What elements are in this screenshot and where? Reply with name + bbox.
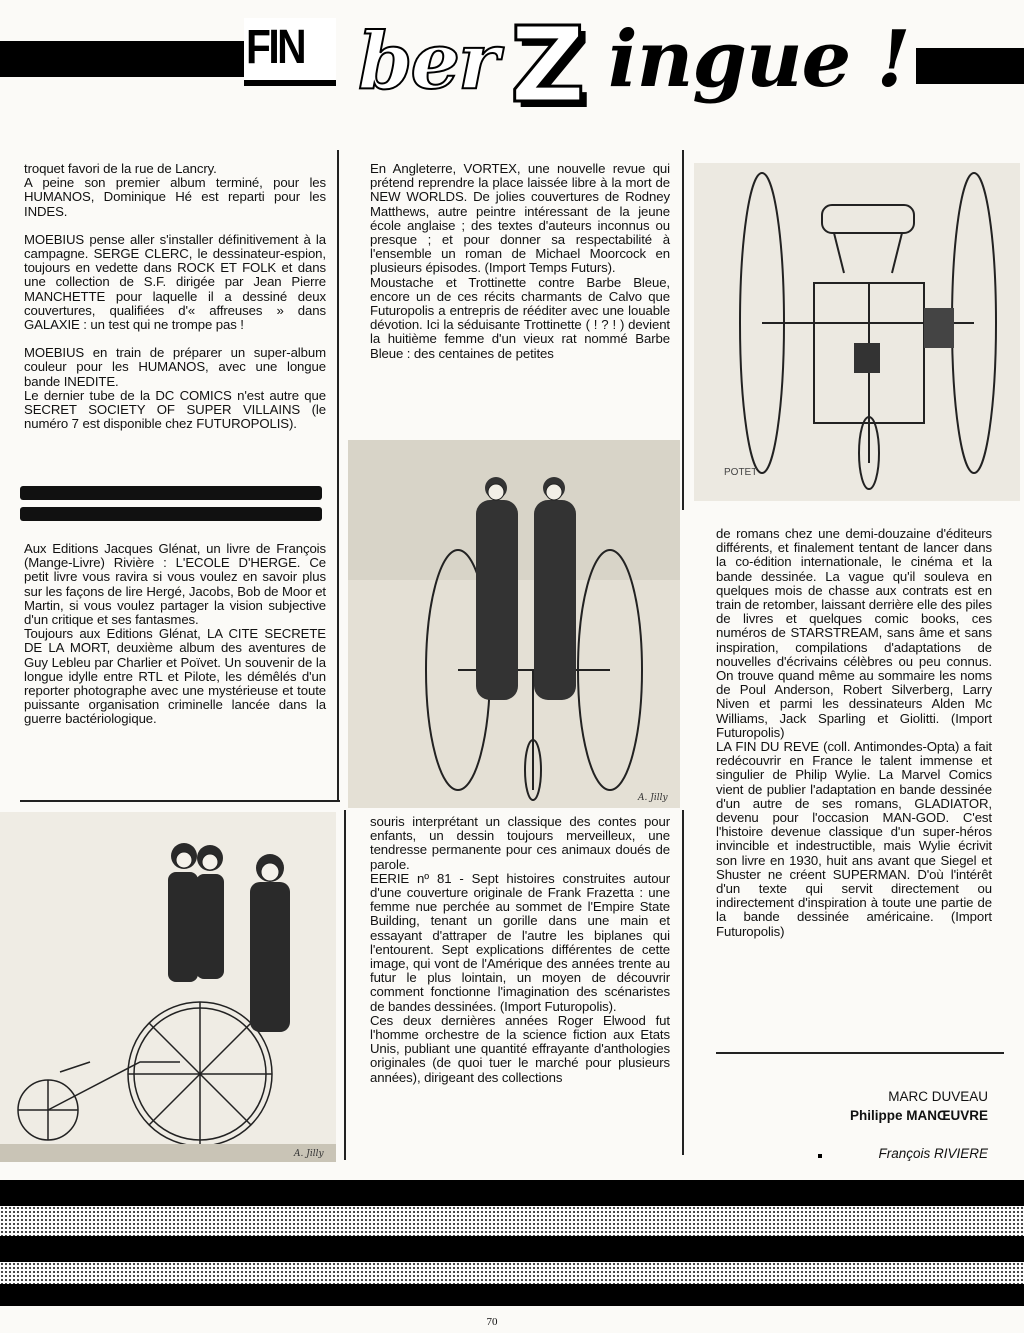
bullet-mark — [818, 1154, 822, 1158]
col1-p6: Aux Editions Jacques Glénat, un livre de François (Mange-Livre) Rivière : L'ECOLE D'HERGE. Ce petit livre vous ravira si vous voulez en savoir plus sur les façons de lire Hergé, Jacobs, Bob de Moor et Martin, si vous voulez partager la vision subjective d'un critique et ses fantasmes. — [24, 541, 326, 628]
wavy-separator-2 — [20, 507, 322, 521]
col1-p1: troquet favori de la rue de Lancry. — [24, 161, 217, 176]
col3-p1: de romans chez une demi-douzaine d'éditeurs différents, et finalement tentant de lancer dans la co-édition internationale, le cinéma et la bande dessinée. La vague qu'il souleva en quelques mois de chasse aux contrats est en train de retomber, laissant derrière elle des piles de livres et quelques comic books, ces numéros de STARSTREAM, sans âme et sans inspiration, compilations d'adaptations de nouvelles d'écrivains célèbres ou peu connus. On trouve quand même au sommaire les noms de Poul Anderson, Robert Silverberg, Larry Niven et parmi les dessinateurs Alden Mc Williams, Jack Sparling et Giolitti. (Import Futuropolis) — [716, 526, 992, 740]
credit-marc-duveau: MARC DUVEAU — [888, 1089, 988, 1104]
header-fin-box — [244, 18, 336, 86]
tricycle-riders-drawing — [0, 812, 336, 1162]
col1-text-top — [24, 162, 326, 431]
illustration-empty-tricycle — [694, 163, 1020, 501]
footer-dots-1 — [0, 1206, 1024, 1236]
tricycle-caption: POTET — [724, 467, 758, 478]
col2-p4: EERIE nº 81 - Sept histoires construites autour d'une couverture originale de Frank Frazetta : une femme nue perchée au sommet de l'Empire State Building, tenant un gorille dans une main et essayant d'attraper de l'autre les biplanes qui l'entourent. Sept explications différentes de cette image, qui vont de l'Amérique des années trente au futur le plus lointain, un moyen de découvrir comment fonctionne l'imagination des scénaristes de bandes dessinées. (Import Futuropolis). — [370, 870, 670, 1014]
column-divider-3 — [682, 810, 684, 1155]
col1-text-bottom — [24, 542, 326, 727]
credit-francois-riviere: François RIVIERE — [878, 1146, 988, 1161]
col2-p3: souris interprétant un classique des contes pour enfants, un dessin toujours merveilleux, une tendresse permanente pour ces animaux doués de parole. — [370, 814, 670, 872]
column-divider-1 — [337, 150, 339, 800]
column-divider-4 — [344, 810, 346, 1160]
col2-text-bottom — [370, 815, 670, 1085]
col1-p3: MOEBIUS pense aller s'installer définitivement à la campagne. SERGE CLERC, le dessinateur-espion, toujours en vedette dans ROCK ET FOLK et dans une collection de S.F. dirigée par Jean Pierre MANCHETTE pour laquelle il a dessiné deux couvertures, qualifiées d'« affreuses » dans GALAXIE : un test qui ne trompe pas ! — [24, 231, 326, 333]
title-part2: ingue ! — [608, 14, 910, 105]
column-divider-2 — [682, 150, 684, 510]
col1-p2: A peine son premier album terminé, pour les HUMANOS, Dominique Hé est reparti pour les INDES. — [24, 175, 326, 219]
footer-stripe-1 — [0, 1180, 1024, 1206]
header-bar-right — [916, 48, 1024, 84]
header-bar-left — [0, 41, 246, 77]
col3-p2: LA FIN DU REVE (coll. Antimondes-Opta) a fait redécouvrir en France le talent immense et singulier de Philip Wylie. La Marvel Comics vient de publier l'adaptation en bande dessinée d'un autre de ses romans, GLADIATOR, devenu pour l'occasion MAN-GOD. C'est l'histoire devenue classique d'un super-héros invincible et indestructible, mais Wylie écrivit son livre en 1930, huit ans avant que Siegel et Shuster ne créent SUPERMAN. D'où l'intérêt d'un texte qui servit directement ou indirectement d'inspiration à toute une partie de la bande dessinée américaine. (Import Futuropolis) — [716, 739, 992, 939]
two-ladies-drawing — [348, 440, 680, 808]
signature: A. Jilly — [638, 793, 668, 803]
col1-p7: Toujours aux Editions Glénat, LA CITE SECRETE DE LA MORT, deuxième album des aventures de Guy Lebleu par Charlier et Poïvet. Un souvenir de la longue idylle entre RTL et Pilote, les démêlés d'un reporter photographe avec une mystérieuse et toute puissante organisation criminelle lancée dans la guerre bactériologique. — [24, 626, 326, 727]
svg-text:A. Jilly: A. Jilly — [294, 1149, 324, 1159]
col1-p4: MOEBIUS en train de préparer un super-album couleur pour les HUMANOS, avec une longue bande INEDITE. — [24, 345, 326, 389]
footer-stripe-3 — [0, 1284, 1024, 1306]
title-z: Z — [510, 4, 586, 126]
col2-text-top — [370, 162, 670, 361]
col3-text — [716, 527, 992, 939]
empty-tricycle-drawing — [694, 163, 1020, 501]
footer-stripe-2 — [0, 1236, 1024, 1262]
rule-col3 — [716, 1052, 1004, 1054]
page-number: 70 — [486, 1316, 498, 1328]
illustration-tricycle-riders — [0, 812, 336, 1162]
illustration-two-ladies-tricycle — [348, 440, 680, 808]
header-fin: FIN — [246, 21, 305, 74]
title-part1: ber — [358, 16, 498, 107]
wavy-separator-1 — [20, 486, 322, 500]
col2-p2: Moustache et Trottinette contre Barbe Bleue, encore un de ces récits charmants de Calvo que Futuropolis a entrepris de rééditer avec une louable dévotion. Ici la séduisante Trottinette ( ! ? ! ) devient la huitième femme d'un vieux rat nommé Barbe Bleue : des centaines de petites — [370, 274, 670, 361]
col2-p5: Ces deux dernières années Roger Elwood fut l'homme orchestre de la science fiction aux Etats Unis, publiant une quantité effrayante d'anthologies originales (de quoi tuer le marché pour plusieurs années), dirigeant des collections — [370, 1012, 670, 1085]
footer-dots-2 — [0, 1262, 1024, 1284]
header-title — [350, 4, 910, 126]
rule-col1 — [20, 800, 340, 802]
col1-p5: Le dernier tube de la DC COMICS n'est autre que SECRET SOCIETY OF SUPER VILLAINS (le numéro 7 est disponible chez FUTUROPOLIS). — [24, 387, 326, 432]
col2-p1: En Angleterre, VORTEX, une nouvelle revue qui prétend reprendre la place laissée libre à la mort de NEW WORLDS. De jolies couvertures de Rodney Matthews, autre peintre intéressant de la jeune école anglaise ; des textes d'auteurs inconnus ou presque ; et pour donner sa respectabilité à l'ensemble un roman de Michael Moorcock en plusieurs épisodes. (Import Temps Futurs). — [370, 161, 670, 276]
credit-philippe-manoeuvre: Philippe MANŒUVRE — [849, 1108, 988, 1123]
